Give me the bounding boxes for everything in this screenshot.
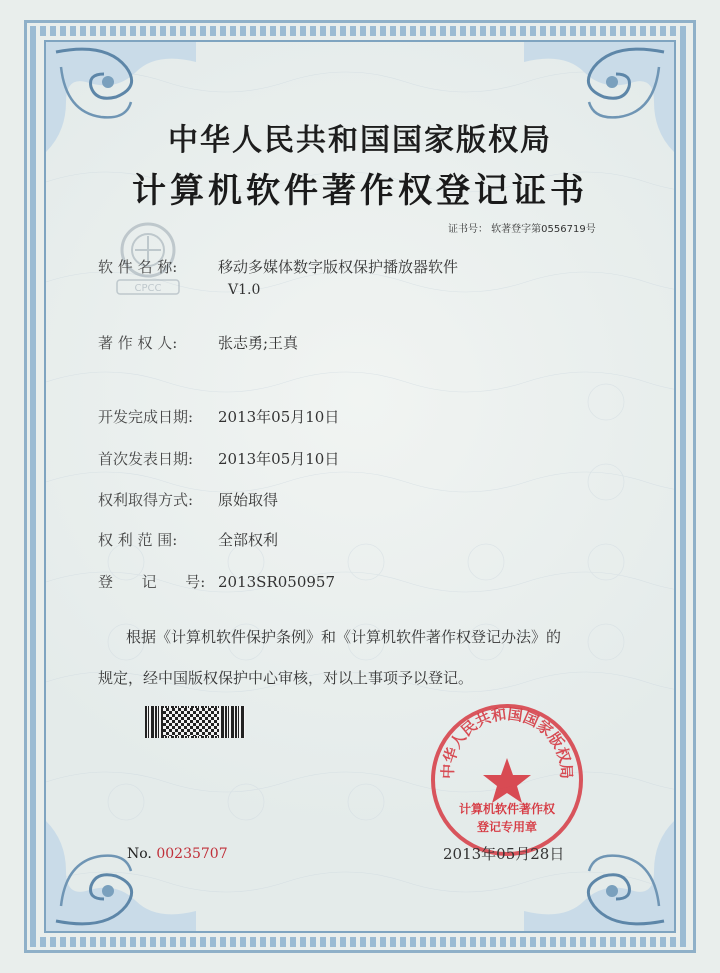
software-name-row: [98, 256, 458, 277]
seal-inner-line-1: 计算机软件著作权: [458, 802, 555, 816]
serial-label: No.: [127, 846, 152, 862]
acquire-row: [98, 489, 278, 510]
certificate-title: 计算机软件著作权登记证书: [132, 171, 588, 211]
official-seal-icon: [427, 700, 587, 860]
serial-value: 00235707: [156, 846, 228, 862]
certificate-number: 证书号： 软著登字第0556719号: [448, 224, 596, 235]
dev-date-row: [98, 406, 339, 427]
owner-row: [98, 332, 298, 353]
pub-date-row: [98, 448, 339, 469]
barcode-icon: [145, 706, 245, 738]
issuing-authority: 中华人民共和国国家版权局: [168, 123, 552, 158]
seal-inner-line-2: 登记专用章: [476, 820, 537, 834]
scope-value: 全部权利: [218, 531, 279, 549]
pub-date-value: 2013年05月10日: [218, 450, 340, 468]
dev-date-value: 2013年05月10日: [218, 408, 340, 426]
acquire-value: 原始取得: [218, 491, 279, 509]
software-name-label: 软 件 名 称:: [98, 258, 178, 276]
serial-number: [127, 846, 228, 862]
reg-no-label: 登 记 号:: [98, 573, 206, 591]
owner-label: 著 作 权 人:: [98, 334, 178, 352]
reg-no-value: 2013SR050957: [218, 573, 336, 591]
reg-no-row: [98, 571, 335, 592]
software-version: V1.0: [228, 282, 261, 298]
statement-line-2: 规定，经中国版权保护中心审核，对以上事项予以登记。: [98, 669, 474, 687]
corner-ornament-icon: [46, 821, 196, 931]
scope-label: 权 利 范 围:: [98, 531, 178, 549]
issue-date: 2013年05月28日: [443, 845, 565, 863]
dev-date-label: 开发完成日期:: [98, 408, 194, 426]
software-name-value: 移动多媒体数字版权保护播放器软件: [218, 258, 459, 276]
seal-outer-text: 中华人民共和国国家版权局: [438, 705, 576, 780]
cpcc-logo-text: CPCC: [134, 283, 162, 294]
acquire-label: 权利取得方式:: [98, 491, 194, 509]
pub-date-label: 首次发表日期:: [98, 450, 194, 468]
statement-line-1: 根据《计算机软件保护条例》和《计算机软件著作权登记办法》的: [126, 628, 562, 646]
owner-value: 张志勇;王真: [218, 334, 299, 352]
scope-row: [98, 529, 278, 550]
